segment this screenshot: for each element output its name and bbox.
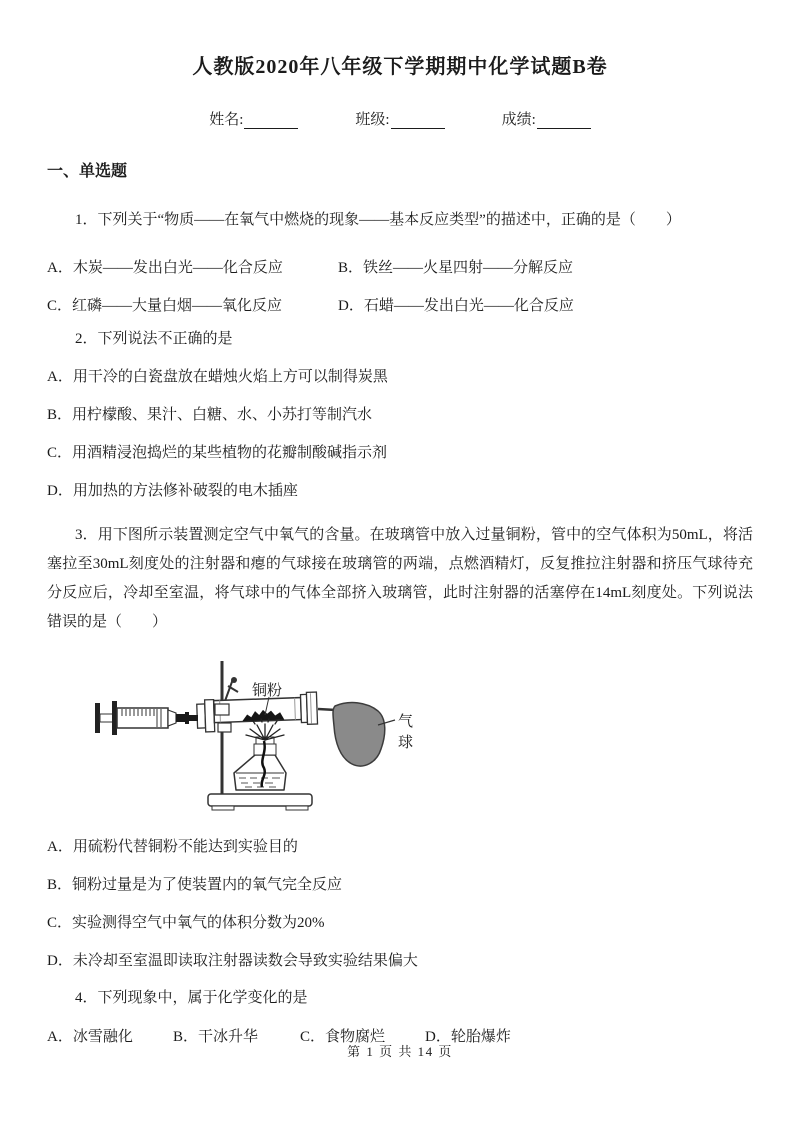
question-2-options — [47, 367, 753, 502]
alcohol-lamp — [234, 737, 286, 790]
q1-option-a: A．木炭——发出白光——化合反应 — [47, 260, 283, 276]
balloon — [333, 703, 385, 766]
class-field — [355, 108, 444, 129]
clamp-jaw — [215, 704, 229, 715]
q3-option-a: A．用硫粉代替铜粉不能达到实验目的 — [47, 839, 298, 855]
stand-base — [208, 794, 312, 810]
copper-powder-label: 铜粉 — [252, 683, 283, 699]
q2-option-a: A．用干冷的白瓷盘放在蜡烛火焰上方可以制得炭黑 — [47, 369, 388, 385]
q1-option-c: C．红磷——大量白烟——氧化反应 — [47, 298, 283, 314]
q4-option-c: C．食物腐烂 — [300, 1029, 386, 1045]
q1-option-d: D．石蜡——发出白光——化合反应 — [338, 298, 574, 314]
score-blank-line — [537, 113, 591, 129]
name-label: 姓名: — [209, 112, 244, 128]
clamp-lower-knob — [218, 723, 231, 732]
name-field — [209, 108, 298, 129]
q2-option-b: B．用柠檬酸、果汁、白糖、水、小苏打等制汽水 — [47, 407, 373, 423]
q1-option-b: B．铁丝——火星四射——分解反应 — [338, 260, 574, 276]
q4-option-d: D．轮胎爆炸 — [425, 1029, 511, 1045]
q3-option-b: B．铜粉过量是为了使装置内的氧气完全反应 — [47, 877, 343, 893]
question-3-stem: 3．用下图所示装置测定空气中氧气的含量。在玻璃管中放入过量铜粉，管中的空气体积为50mL，将活塞拉至30mL刻度处的注射器和瘪的气球接在玻璃管的两端，点燃酒精灯，反复推拉注射器和挤压气球待充分反应后，冷却至室温，将气球中的气体全部挤入玻璃管，此时注射器的活塞停在14mL刻度处。下列说法错误的是（ ） — [47, 527, 753, 630]
syringe — [95, 701, 198, 735]
right-stopper-flange — [306, 692, 317, 724]
question-4-stem: 4．下列现象中，属于化学变化的是 — [75, 990, 308, 1006]
flame — [246, 719, 284, 740]
class-blank-line — [391, 113, 445, 129]
balloon-label-char-2: 球 — [398, 735, 414, 751]
class-label: 班级: — [355, 112, 390, 128]
header-fields — [47, 108, 753, 129]
page-title: 人教版2020年八年级下学期期中化学试题B卷 — [192, 56, 608, 78]
syringe-plunger-shaft — [100, 714, 113, 722]
syringe-connector — [176, 714, 185, 722]
question-2-stem: 2．下列说法不正确的是 — [75, 331, 233, 347]
score-label: 成绩: — [501, 112, 536, 128]
clamp-screw — [225, 677, 238, 701]
q3-option-c: C．实验测得空气中氧气的体积分数为20% — [47, 915, 325, 931]
balloon-label-char-1: 气 — [398, 714, 414, 730]
experiment-apparatus-diagram — [85, 653, 477, 829]
q3-option-d: D．未冷却至室温即读取注射器读数会导致实验结果偏大 — [47, 953, 418, 969]
question-3-options — [47, 837, 753, 972]
section-title: 一、单选题 — [47, 163, 128, 180]
q2-option-c: C．用酒精浸泡捣烂的某些植物的花瓣制酸碱指示剂 — [47, 445, 388, 461]
page-number-footer: 第 1 页 共 14 页 — [347, 1044, 453, 1059]
q4-option-b: B．干冰升华 — [173, 1029, 259, 1045]
apparatus-drawing — [85, 653, 477, 829]
score-field — [502, 108, 591, 129]
syringe-plunger-handle — [95, 703, 100, 733]
q4-option-a: A．冰雪融化 — [47, 1029, 133, 1045]
q2-option-d: D．用加热的方法修补破裂的电木插座 — [47, 483, 298, 499]
name-blank-line — [244, 113, 298, 129]
question-1-options — [47, 258, 753, 317]
question-1-stem: 1．下列关于“物质——在氧气中燃烧的现象——基本反应类型”的描述中，正确的是（ ） — [75, 212, 681, 228]
syringe-hub — [168, 710, 176, 726]
